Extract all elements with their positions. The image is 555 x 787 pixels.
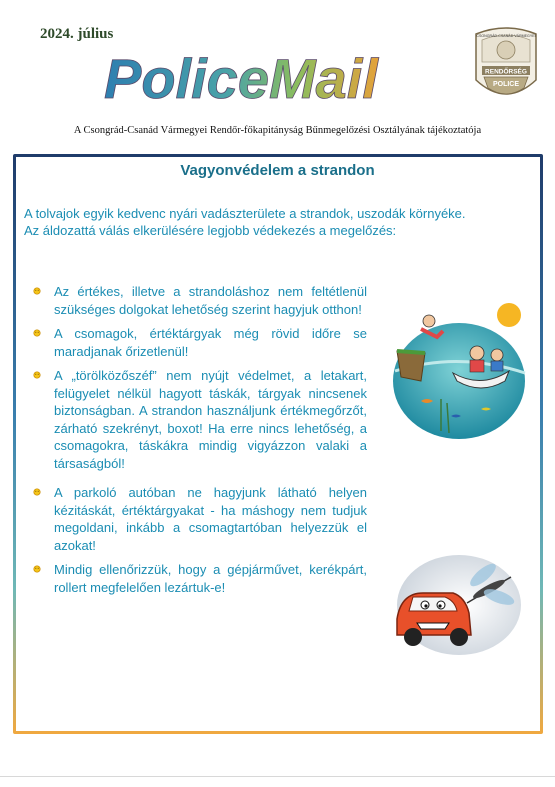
sun-bullet-icon xyxy=(32,328,42,338)
svg-text:CSONGRÁD-CSANÁD VÁRMEGYEI: CSONGRÁD-CSANÁD VÁRMEGYEI xyxy=(476,34,536,38)
sun-bullet-icon xyxy=(32,286,42,296)
article-title: Vagyonvédelem a strandon xyxy=(180,162,375,179)
tip-text: A csomagok, értéktárgyak még rövid időre se maradjanak őrizetlenül! xyxy=(54,326,367,359)
tip-text: A „törölközőszéf” nem nyújt védelmet, a letakart, felügyelet nélkül hagyott táskák, tárgyak nincsenek biztonságban. A strandon használjunk értékmegőrzőt, zárható szekrényt, boxot! Ha erre nincs lehetőség, a csomagokra, táskákra mindig vigyázzon valaki a társaságból! xyxy=(54,368,367,471)
intro-paragraph: Az áldozattá válás elkerülésére legjobb védekezés a megelőzés: xyxy=(24,223,397,238)
sun-bullet-icon xyxy=(32,564,42,574)
list-item xyxy=(32,561,367,596)
newsletter-subtitle: A Csongrád-Csanád Vármegyei Rendőr-főkapitányság Bűnmegelőzési Osztályának tájékoztatója xyxy=(73,125,482,136)
sun-bullet-icon xyxy=(32,370,42,380)
newsletter-date: 2024. július xyxy=(40,26,114,42)
policemail-logo xyxy=(98,44,428,112)
sun-bullet-icon xyxy=(32,487,42,497)
list-item xyxy=(32,367,367,472)
tip-text: Az értékes, illetve a strandoláshoz nem feltétlenül szükséges dolgokat lehetőség szerint hagyjuk otthon! xyxy=(54,284,367,317)
beach-swimming-illustration xyxy=(381,281,531,443)
tip-text: Mindig ellenőrizzük, hogy a gépjárművet, kerékpárt, rollert megfelelően lezártuk-e! xyxy=(54,562,367,595)
svg-text:POLICE: POLICE xyxy=(492,81,520,88)
article-intro xyxy=(24,205,532,239)
tip-text: A parkoló autóban ne hagyjunk látható helyen kézitáskát, értéktárgyakat - ha máshogy nem tudjuk megoldani, inkább a csomagtartóban helyezzük el azokat! xyxy=(54,485,367,553)
police-badge-icon xyxy=(470,22,542,108)
car-mosquito-illustration xyxy=(383,553,523,659)
intro-paragraph: A tolvajok egyik kedvenc nyári vadászterülete a strandok, uszodák környéke. xyxy=(24,206,466,221)
list-item xyxy=(32,325,367,360)
list-item xyxy=(32,283,367,318)
list-item xyxy=(32,484,367,554)
masthead-text: PoliceMail xyxy=(104,47,378,110)
tips-list xyxy=(32,283,367,603)
svg-text:RENDŐRSÉG: RENDŐRSÉG xyxy=(485,68,527,76)
page-divider xyxy=(0,776,555,777)
